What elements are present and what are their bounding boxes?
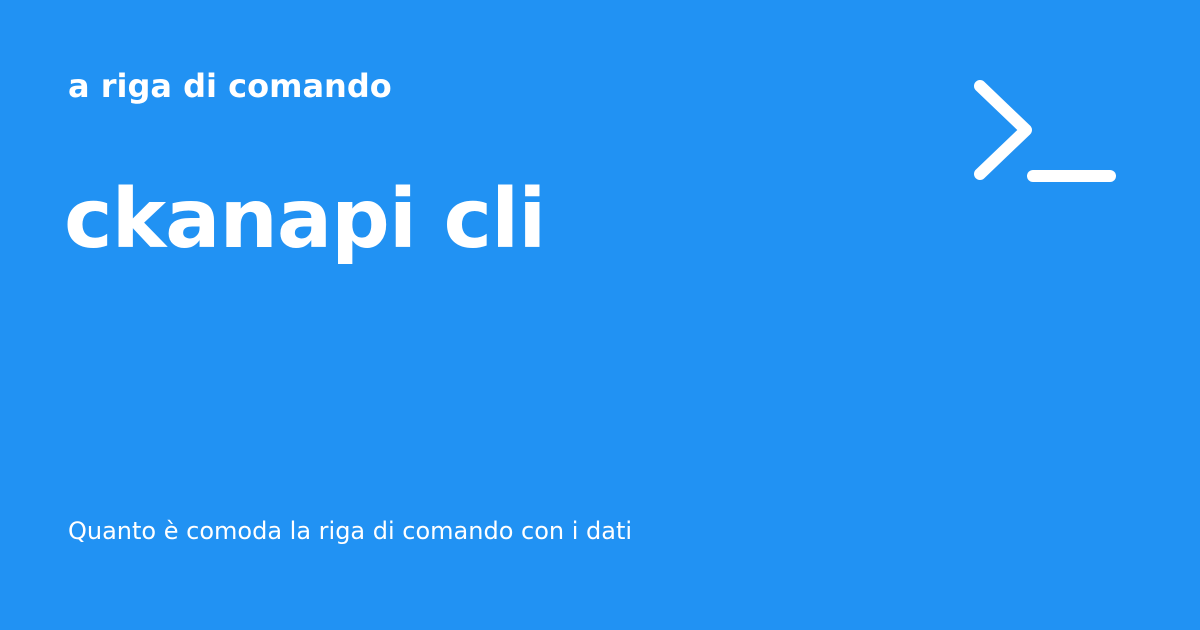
- page-title: ckanapi cli: [64, 172, 546, 267]
- page-kicker: a riga di comando: [68, 67, 392, 105]
- page-subtitle: Quanto è comoda la riga di comando con i dati: [68, 517, 633, 545]
- terminal-prompt-icon: [970, 76, 1120, 188]
